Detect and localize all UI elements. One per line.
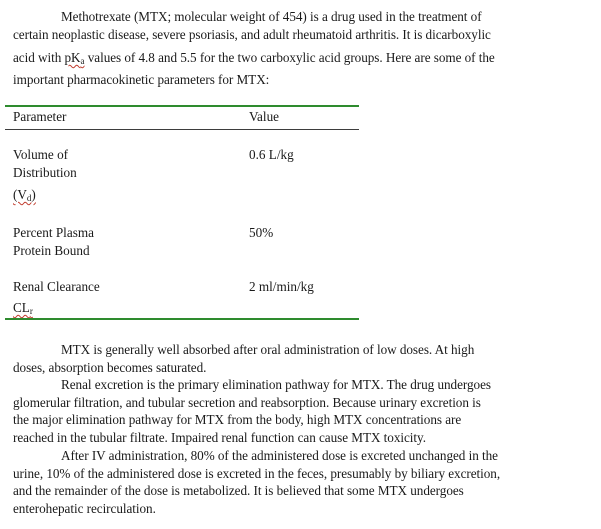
body-line: urine, 10% of the administered dose is excreted in the feces, presumably by biliary excretion, [13, 465, 501, 481]
table-bottom-rule [5, 318, 359, 320]
header-divider [5, 129, 359, 130]
intro-paragraph [13, 8, 593, 88]
row-param-line: Percent Plasma [13, 225, 94, 240]
body-line: reached in the tubular filtrate. Impaired renal function can cause MTX toxicity. [13, 429, 426, 445]
row-value: 2 ml/min/kg [249, 279, 314, 294]
body-line: glomerular filtration, and tubular secretion and reabsorption. Because urinary excretion is [13, 394, 481, 410]
intro-line: important pharmacokinetic parameters for MTX: [13, 71, 270, 87]
body-line: enterohepatic recirculation. [13, 500, 156, 516]
body-line: After IV administration, 80% of the administered dose is excreted unchanged in the [61, 448, 498, 463]
body-line: doses, absorption becomes saturated. [13, 359, 207, 375]
row-param-line: Distribution [13, 165, 77, 180]
intro-line [13, 49, 593, 71]
pka-term: $pK_a$ [64, 50, 85, 67]
absorption-paragraph [13, 341, 593, 376]
intro-line: Methotrexate (MTX; molecular weight of 454) is a drug used in the treatment of [61, 9, 482, 24]
column-header-parameter: Parameter [13, 109, 67, 124]
row-value: 50% [249, 225, 274, 240]
row-param-line: Renal Clearance [13, 279, 100, 294]
table-top-rule [5, 105, 359, 107]
intro-line: certain neoplastic disease, severe psoriasis, and adult rheumatoid arthritis. It is dicarboxylic [13, 26, 491, 42]
excretion-paragraph [13, 447, 593, 517]
body-line: and the remainder of the dose is metabolized. It is believed that some MTX undergoes [13, 483, 464, 499]
row-param-symbol: $CL_r$ [13, 300, 33, 316]
renal-paragraph [13, 376, 593, 446]
row-param-line: Protein Bound [13, 243, 90, 258]
intro-text: acid with [13, 50, 65, 66]
row-value: 0.6 L/kg [249, 147, 294, 162]
body-line: MTX is generally well absorbed after oral administration of low doses. At high [61, 342, 475, 357]
body-line: Renal excretion is the primary elimination pathway for MTX. The drug undergoes [61, 377, 491, 392]
column-header-value: Value [249, 109, 280, 124]
row-param-line: Volume of [13, 147, 69, 162]
row-param-symbol: $(V_d)$ [13, 187, 36, 203]
intro-text: values of 4.8 and 5.5 for the two carboxylic acid groups. Here are some of the [84, 50, 495, 66]
body-line: the major elimination pathway for MTX from the body, high MTX concentrations are [13, 412, 462, 428]
